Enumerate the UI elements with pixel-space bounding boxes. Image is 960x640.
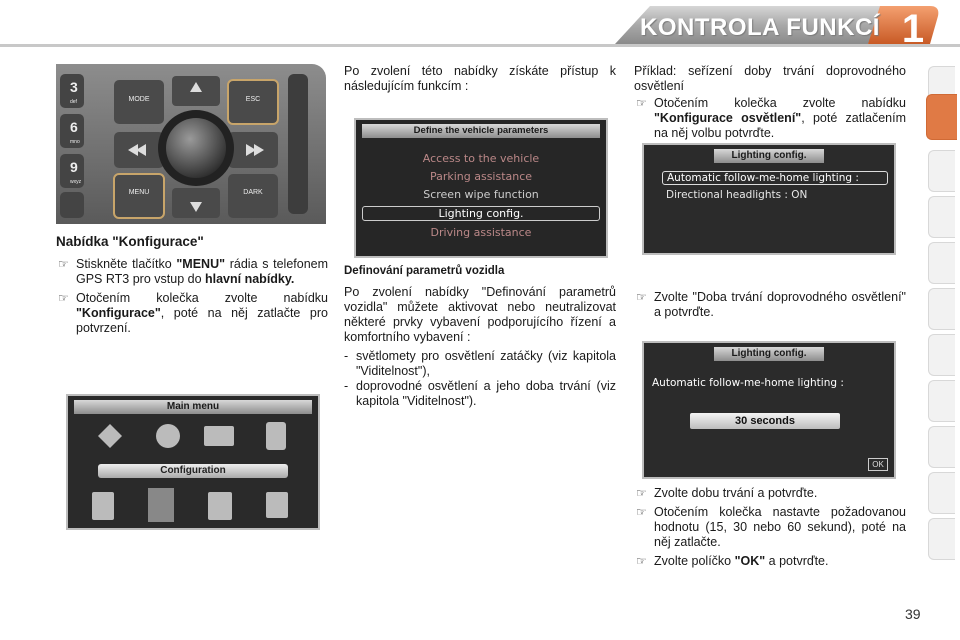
page-number: 39 — [905, 606, 921, 622]
mode-key-label: MODE — [128, 96, 150, 103]
chapter-tab[interactable] — [928, 472, 955, 514]
pointing-hand-icon: ☞ — [636, 290, 647, 304]
example-line: Příklad: seřízení doby trvání doprovodného osvětlení — [634, 64, 906, 93]
disc-icon — [156, 424, 180, 448]
page-header — [0, 0, 960, 56]
right-column-mid — [634, 290, 906, 324]
menu-key-label: MENU — [128, 189, 150, 196]
follow-me-home-option[interactable]: Automatic follow-me-home lighting : — [662, 171, 888, 185]
right-column-lower — [634, 486, 906, 573]
subheading-vehicle-params: Definování parametrů vozidla — [344, 265, 505, 277]
dash-text: doprovodné osvětlení a jeho doba trvání (viz kapitola "Viditelnost"). — [356, 379, 616, 408]
vehicle-params-paragraph: Po zvolení nabídky "Definování parametrů vozidla" můžete aktivovat nebo neutralizovat některé prvky vybavení podporujícího řízení a komfortního vybavení : — [344, 285, 616, 344]
text-fragment: Zvolte "Doba trvání doprovodného osvětlení" a potvrďte. — [654, 290, 906, 319]
menu-option[interactable]: Screen wipe function — [423, 188, 539, 201]
chapter-tab[interactable] — [928, 196, 955, 238]
text-fragment: a potvrďte. — [765, 554, 829, 568]
key-6-letters: mno — [70, 139, 80, 145]
chapter-tab[interactable] — [928, 150, 955, 192]
menu-option[interactable]: Access to the vehicle — [422, 152, 540, 165]
instruction-bullet — [634, 554, 906, 569]
pointing-hand-icon: ☞ — [58, 257, 69, 271]
instruction-bullet — [56, 291, 328, 336]
middle-column — [344, 64, 616, 98]
laptop-icon — [204, 426, 234, 446]
instruction-bullet — [634, 96, 906, 141]
instruction-bullet — [56, 257, 328, 287]
settings-icon — [92, 492, 114, 520]
lighting-config-title: Lighting config. — [714, 149, 824, 163]
directional-headlights-option[interactable]: Directional headlights : ON — [666, 189, 808, 201]
key-9-letters: wxyz — [70, 179, 82, 185]
instruction-bullet — [634, 505, 906, 550]
chapter-title: KONTROLA FUNKCÍ — [640, 14, 880, 41]
key-3-label: 3 — [70, 79, 78, 95]
pointing-hand-icon: ☞ — [636, 96, 647, 110]
chapter-tab[interactable] — [928, 426, 955, 468]
chapter-tab-active[interactable] — [926, 94, 957, 140]
navigation-icon — [98, 424, 122, 448]
text-fragment: rádia s telefonem GPS RT3 pro vstup do — [76, 257, 329, 286]
text-fragment: Stiskněte tlačítko — [76, 257, 177, 271]
pointing-hand-icon: ☞ — [58, 291, 69, 305]
text-fragment: , poté zatlačením na něj volbu potvrďte. — [654, 111, 906, 140]
text-fragment: Zvolte dobu trvání a potvrďte. — [654, 486, 818, 500]
chapter-tab[interactable] — [928, 288, 955, 330]
follow-me-home-duration-screen — [642, 341, 896, 479]
vehicle-parameters-screen — [354, 118, 608, 258]
text-fragment: Otočením kolečka zvolte nabídku — [76, 291, 328, 305]
video-icon — [266, 492, 288, 518]
konfigurace-keyword: "Konfigurace" — [76, 306, 161, 320]
middle-column-lower — [344, 264, 616, 409]
map-icon — [208, 492, 232, 520]
chapter-number: 1 — [901, 7, 925, 51]
chapter-tab[interactable] — [928, 334, 955, 376]
pointing-hand-icon: ☞ — [636, 505, 647, 519]
dark-key-label: DARK — [243, 189, 263, 196]
key-6-label: 6 — [70, 119, 78, 135]
key-9-label: 9 — [70, 159, 78, 175]
duration-value[interactable]: 30 seconds — [690, 413, 840, 429]
ok-keyword: "OK" — [734, 554, 766, 568]
text-fragment: Otočením kolečka nastavte požadovanou hodnotu (15, 30 nebo 60 sekund), poté na něj zatlačte. — [654, 505, 906, 549]
intro-paragraph: Po zvolení této nabídky získáte přístup k následujícím funkcím : — [344, 64, 616, 93]
main-menu-title: Main menu — [74, 400, 312, 414]
instruction-bullet — [634, 290, 906, 320]
lighting-config-title: Lighting config. — [714, 347, 824, 361]
radio-panel-photo — [56, 64, 326, 224]
configuration-icon — [148, 488, 174, 522]
ok-button[interactable]: OK — [868, 458, 888, 471]
menu-option[interactable]: Parking assistance — [429, 170, 533, 183]
esc-key-label: ESC — [245, 96, 261, 103]
left-column — [56, 234, 328, 340]
menu-keyword: "MENU" — [176, 257, 226, 271]
menu-option[interactable]: Driving assistance — [430, 226, 532, 239]
menu-option-selected[interactable]: Lighting config. — [362, 206, 600, 221]
dash-text: světlomety pro osvětlení zatáčky (viz kapitola "Viditelnost"), — [356, 349, 616, 378]
chapter-tab[interactable] — [928, 242, 955, 284]
configuration-highlight[interactable]: Configuration — [98, 464, 288, 478]
lighting-config-screen — [642, 143, 896, 255]
main-menu-screen — [66, 394, 320, 530]
pointing-hand-icon: ☞ — [636, 554, 647, 568]
text-fragment: Zvolte políčko — [654, 554, 735, 568]
pointing-hand-icon: ☞ — [636, 486, 647, 500]
right-column — [634, 64, 906, 145]
dash-item: - doprovodné osvětlení a jeho doba trvání (viz kapitola "Viditelnost"). — [344, 379, 616, 408]
chapter-tab[interactable] — [928, 380, 955, 422]
vehicle-parameters-title: Define the vehicle parameters — [362, 124, 600, 138]
instruction-bullet — [634, 486, 906, 501]
main-menu-keyword: hlavní nabídky. — [205, 272, 295, 286]
lighting-config-keyword: "Konfigurace osvětlení" — [654, 111, 802, 125]
text-fragment: , poté na něj zatlačte pro potvrzení. — [76, 306, 328, 335]
chapter-tab[interactable] — [928, 518, 955, 560]
key-3-letters: def — [70, 99, 77, 105]
text-fragment: Otočením kolečka zvolte nabídku — [654, 96, 906, 110]
chapter-tabs — [926, 66, 960, 576]
phone-icon — [266, 422, 286, 450]
follow-me-home-label: Automatic follow-me-home lighting : — [652, 377, 844, 389]
section-heading-konfigurace: Nabídka "Konfigurace" — [56, 234, 204, 249]
dash-item: - světlomety pro osvětlení zatáčky (viz kapitola "Viditelnost"), — [344, 349, 616, 378]
